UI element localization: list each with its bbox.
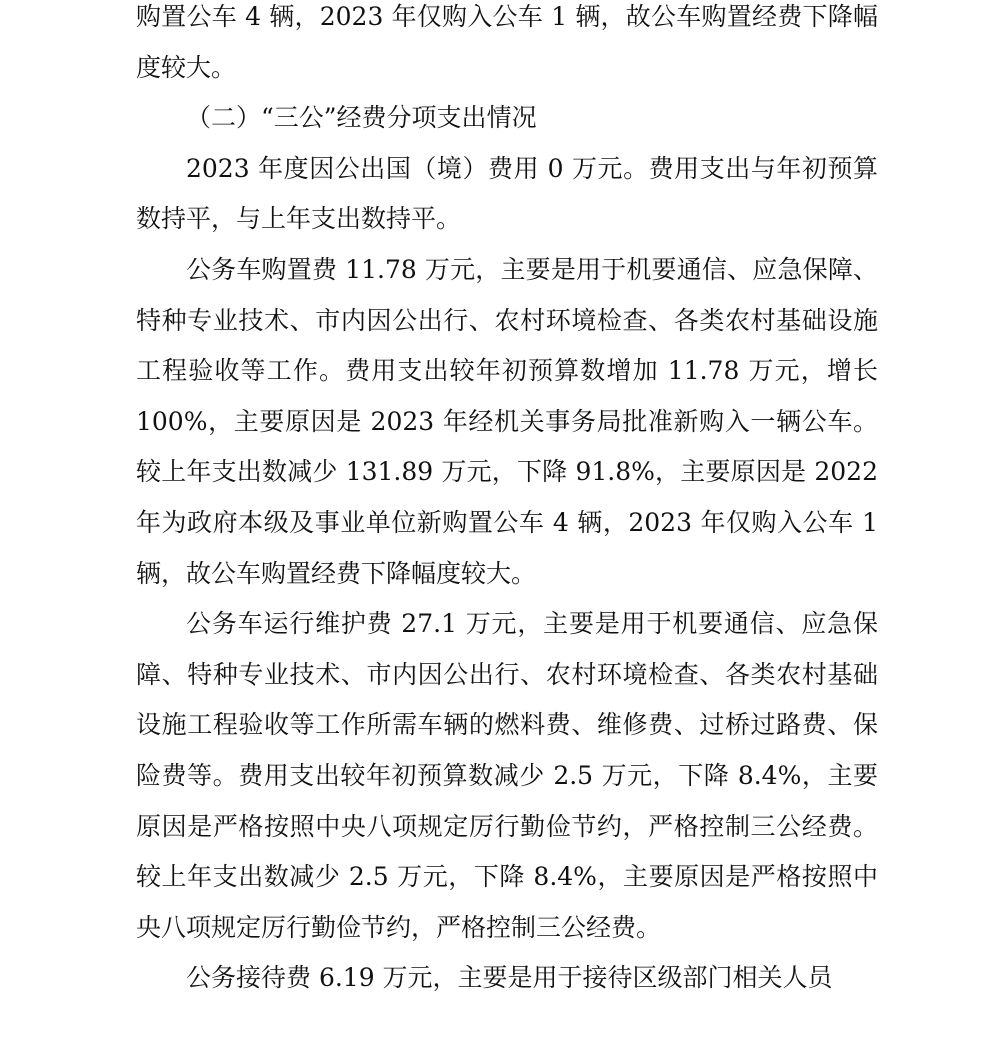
- paragraph-reception: 公务接待费 6.19 万元，主要是用于接待区级部门相关人员: [186, 963, 833, 993]
- paragraph-vehicle-purchase: 公务车购置费 11.78 万元，主要是用于机要通信、应急保障、特种专业技术、市内因公出行、农村环境检查、各类农村基础设施工程验收等工作。费用支出较年初预算数增加 11.78 万元，增长 100%，主要原因是 2023 年经机关事务局批准新购入一辆公车。较上年支出数减少 131.89 万元，下降 91.8%，主要原因是 2022 年为政府本级及事业单位新购置公车 4 辆，2023 年仅购入公车 1 辆，故公车购置经费下降幅度较大。: [136, 254, 878, 588]
- paragraph-overseas-travel: 2023 年度因公出国（境）费用 0 万元。费用支出与年初预算数持平，与上年支出数持平。: [136, 153, 878, 234]
- continuation-paragraph: 购置公车 4 辆，2023 年仅购入公车 1 辆，故公车购置经费下降幅度较大。: [136, 2, 878, 82]
- document-body: [136, 0, 878, 1004]
- section-heading: （二）“三公”经费分项支出情况: [186, 103, 537, 133]
- paragraph-vehicle-maintenance: 公务车运行维护费 27.1 万元，主要是用于机要通信、应急保障、特种专业技术、市内因公出行、农村环境检查、各类农村基础设施工程验收等工作所需车辆的燃料费、维修费、过桥过路费、保险费等。费用支出较年初预算数减少 2.5 万元，下降 8.4%，主要原因是严格按照中央八项规定厉行勤俭节约，严格控制三公经费。较上年支出数减少 2.5 万元，下降 8.4%，主要原因是严格按照中央八项规定厉行勤俭节约，严格控制三公经费。: [136, 609, 878, 942]
